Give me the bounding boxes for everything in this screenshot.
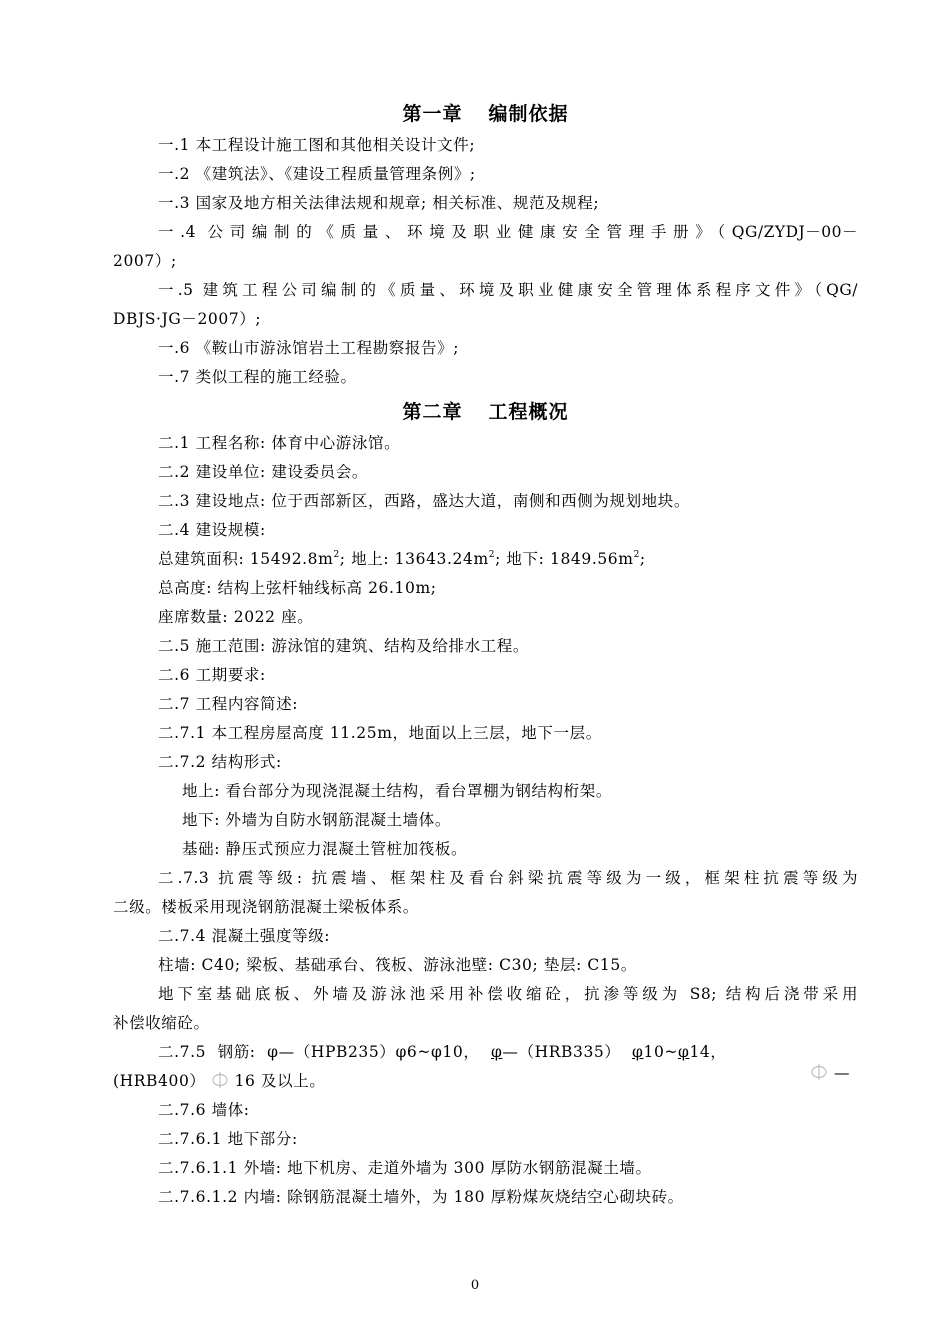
page-number: 0	[470, 1278, 480, 1293]
construction-location: 二.3 建设地点: 位于西部新区，西路，盛达大道，南侧和西侧为规划地块。	[158, 492, 690, 510]
document-body	[113, 98, 858, 1212]
underground-part: 二.7.6.1 地下部分:	[158, 1130, 298, 1148]
building-area	[113, 545, 858, 574]
wall-body: 二.7.6 墙体:	[158, 1101, 250, 1119]
rebar-range-tail: 14，	[689, 1043, 727, 1061]
concrete-grade: 二.7.4 混凝土强度等级:	[158, 927, 331, 945]
below-ground-area: ; 地下: 1849.56m	[495, 550, 634, 568]
basis-item-6: 一.6 《鞍山市游泳馆岩土工程勘察报告》;	[158, 339, 460, 357]
foundation-structure: 基础: 静压式预应力混凝土管桩加筏板。	[182, 840, 468, 858]
rebar-hrb400: (HRB400）	[113, 1072, 206, 1090]
project-name: 二.1 工程名称: 体育中心游泳馆。	[158, 434, 401, 452]
construction-unit: 二.2 建设单位: 建设委员会。	[158, 463, 368, 481]
rebar-dash: —	[834, 1064, 850, 1082]
above-ground-structure: 地上: 看台部分为现浇混凝土结构，看台罩棚为钢结构桁架。	[182, 782, 612, 800]
chapter-2-heading	[113, 396, 858, 429]
area-unit-sup: 2	[633, 550, 640, 560]
chapter-2-number: 第二章	[402, 401, 463, 423]
basis-item-5-line-2: DBJS·JG－2007）;	[113, 310, 262, 328]
schedule-requirement: 二.6 工期要求:	[158, 666, 266, 684]
basis-item-1: 一.1 本工程设计施工图和其他相关设计文件;	[158, 136, 476, 154]
phi-symbol-range-end: φ	[678, 1043, 690, 1061]
rebar-hrb400-size: 16 及以上。	[234, 1072, 326, 1090]
rebar-line-2	[113, 1067, 858, 1096]
exterior-wall: 二.7.6.1.1 外墙: 地下机房、走道外墙为 300 厚防水钢筋混凝土墙。	[158, 1159, 652, 1177]
area-unit-sup: 2	[333, 550, 340, 560]
area-end: ;	[639, 550, 646, 568]
basis-item-7: 一.7 类似工程的施工经验。	[158, 368, 357, 386]
basement-line-2: 补偿收缩砼。	[113, 1014, 210, 1032]
phi-symbol-hpb: φ	[267, 1043, 279, 1061]
below-ground-structure: 地下: 外墙为自防水钢筋混凝土墙体。	[182, 811, 451, 829]
rebar-hpb235: —（HPB235）φ6~φ10，	[278, 1043, 480, 1061]
rebar-floating-symbol	[810, 1063, 850, 1083]
phi-symbol-range-start: φ	[632, 1043, 644, 1061]
content-summary: 二.7 工程内容简述:	[158, 695, 299, 713]
rebar-hrb335: —（HRB335）	[502, 1043, 621, 1061]
construction-scope: 二.5 施工范围: 游泳馆的建筑、结构及给排水工程。	[158, 637, 529, 655]
basis-item-3: 一.3 国家及地方相关法律法规和规章; 相关标准、规范及规程;	[158, 194, 600, 212]
basement-line-1: 地下室基础底板、外墙及游泳池采用补偿收缩砼，抗渗等级为 S8; 结构后浇带采用	[158, 985, 858, 1003]
basis-item-4-line-1: 一.4 公司编制的《质量、环境及职业健康安全管理手册》（QG/ZYDJ－00－	[158, 223, 858, 241]
total-area: 总建筑面积: 15492.8m	[158, 550, 334, 568]
chapter-1-number: 第一章	[402, 103, 463, 125]
seismic-grade-line-2: 二级。楼板采用现浇钢筋混凝土梁板体系。	[113, 898, 419, 916]
rebar-line-1	[113, 1038, 858, 1067]
basis-item-5-line-1: 一.5 建筑工程公司编制的《质量、环境及职业健康安全管理体系程序文件》（QG/	[158, 281, 858, 299]
seismic-grade-line-1: 二.7.3 抗震等级: 抗震墙、框架柱及看台斜梁抗震等级为一级，框架柱抗震等级为	[158, 869, 858, 887]
phi-symbol-hrb335: φ	[490, 1043, 503, 1061]
building-height: 二.7.1 本工程房屋高度 11.25m，地面以上三层，地下一层。	[158, 724, 602, 742]
rebar-range: 10~	[643, 1043, 678, 1061]
chapter-2-title: 工程概况	[488, 401, 569, 423]
chapter-1-title: 编制依据	[488, 103, 569, 125]
hrb400-phi-icon	[810, 1063, 828, 1081]
chapter-1-heading	[113, 98, 858, 131]
basis-item-4-line-2: 2007）;	[113, 252, 177, 270]
area-unit-sup: 2	[488, 550, 496, 560]
structure-form: 二.7.2 结构形式:	[158, 753, 282, 771]
seat-count: 座席数量: 2022 座。	[158, 608, 314, 626]
construction-scale: 二.4 建设规模:	[158, 521, 266, 539]
above-ground-area: ; 地上: 13643.24m	[339, 550, 489, 568]
total-height: 总高度: 结构上弦杆轴线标高 26.10m;	[158, 579, 437, 597]
basis-item-2: 一.2 《建筑法》、《建设工程质量管理条例》;	[158, 165, 476, 183]
concrete-grade-detail: 柱墙: C40; 梁板、基础承台、筏板、游泳池壁: C30; 垫层: C15。	[158, 956, 637, 974]
hrb400-phi-icon	[211, 1071, 229, 1089]
interior-wall: 二.7.6.1.2 内墙: 除钢筋混凝土墙外，为 180 厚粉煤灰烧结空心砌块砖。	[158, 1188, 684, 1206]
rebar-lead: 二.7.5 钢筋:	[158, 1043, 256, 1061]
